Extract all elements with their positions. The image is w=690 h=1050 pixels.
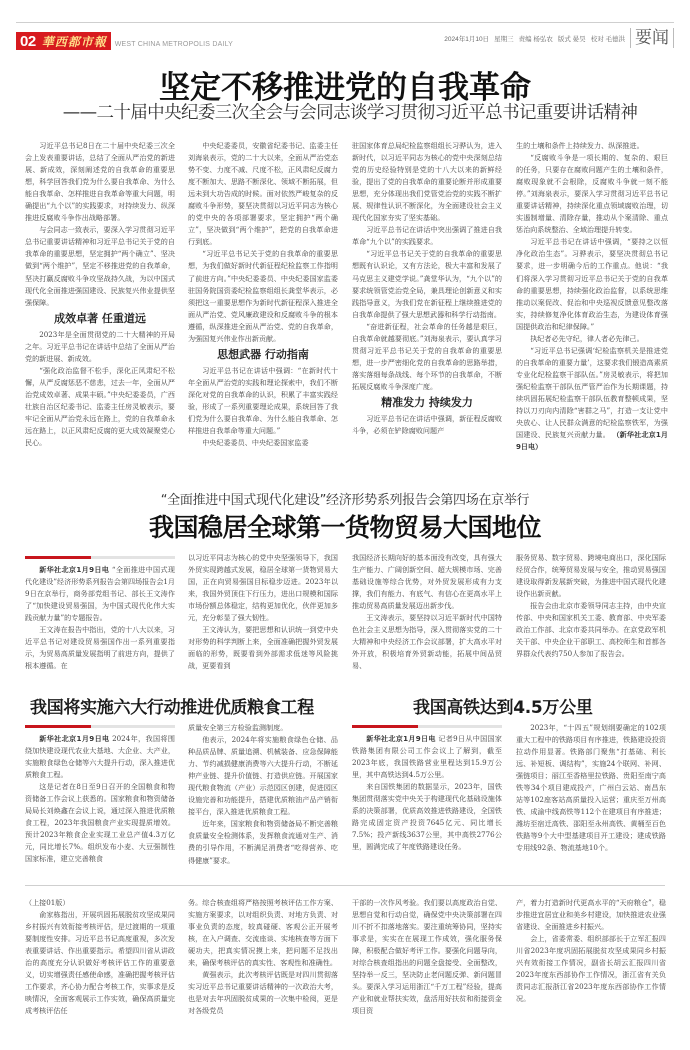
paragraph-text: “全面推进中国式现代化建设”经济形势系列报告会第四场报告会1月9日在京举行，商务部党组书记、部长王文涛作了“加快建设贸易强国，为中国式现代化伟大实践贡献力量”的专题报告。	[25, 565, 176, 623]
article1-column-3	[352, 140, 502, 437]
article4-column-1	[352, 733, 502, 853]
paragraph: 他表示，2024年将实施粮食绿色仓储、品种品质品牌、质量追溯、机械装备、应急保障能力、节约减损健康消费等六大提升行动，不断延伸产业链、提升价值链、打造供应链。开展国家现代粮食物流（产业）示范园区创建，促进园区设施完善和功能提升，搭建优质粮油产品产销衔接平台，深入推进优质粮食工程。	[188, 735, 338, 817]
paragraph: 习近平总书记在讲话中强调，“要持之以恒净化政治生态”。习骅表示，要坚决贯彻总书记要求，进一步明确今后的工作重点。他说：“我们将深入学习贯彻习近平总书记关于党的自我革命的重要思想，持续强化政治监督，以系统思维推动以案促改、促治和中央巡视反馈意见整改落实，持续修复净化体育政治生态，为建设体育强国提供政治和纪律保障。”	[516, 237, 668, 331]
article5-column-4	[516, 897, 666, 1005]
article4-accent-bar	[352, 725, 502, 728]
paragraph: 产，着力打造新时代更高水平的“天府粮仓”，稳步推进宜居宜业和美乡村建设，加快推进农业强省建设、全面推进乡村振兴。	[516, 898, 666, 932]
masthead	[16, 31, 233, 51]
article5-column-2	[188, 897, 338, 1017]
article1-subheading-3: 精准发力 持续发力	[381, 395, 473, 409]
article1-column-2	[188, 140, 338, 449]
paragraph: “习近平总书记关于党的自我革命的重要思想，为我们做好新时代新征程纪检监察工作指明了前进方向。”中央纪委委员、中央纪委国家监委驻国务院国资委纪检监察组组长龚堂华表示，必须把这一重要思想作为新时代新征程深入推进全面从严治党、党风廉政建设和反腐败斗争的根本遵循，纵深推进全面从严治党、党的自我革命，为强国复兴伟业作出新贡献。	[188, 249, 338, 343]
paragraph: 执纪者必先守纪，律人者必先律己。	[530, 333, 644, 343]
paragraph: 驻国家体育总局纪检监察组组长习骅认为，进入新时代，以习近平同志为核心的党中央深刻总结党的历史经验特别是党的十八大以来的新鲜经验，提出了党的自我革命的重要论断并形成重要思想，充分体现出我们党管党治党的实践不断扩展、规律性认识不断深化，为全面建设社会主义现代化国家夯实了坚实基础。	[352, 141, 502, 223]
paragraph: 会上，省委常委、组织部部长于立军汇报四川省2023年度巩固拓展脱贫攻坚成果同乡村振兴有效衔接工作情况，副省长胡云汇报四川省2023年度东西部协作工作情况，浙江省有关负责同志汇报浙江省2023年度东西部协作工作情况。	[516, 934, 666, 1004]
editor-credit: 责编 杨弘农	[518, 35, 553, 43]
paragraph: 习近平总书记8日在二十届中央纪委三次全会上发表重要讲话，总结了全面从严治党的新进展、新成效，深刻阐述党的自我革命的重要思想，科学回答我们党为什么要自我革命、为什么能自我革命、怎样推进自我革命等重大问题，明确提出“九个以”的实践要求，对持续发力、纵深推进反腐败斗争作出战略部署。	[25, 141, 175, 223]
paragraph: 干部的一次作风考验。我们要以高度政治自觉、思想自觉和行动自觉，确保党中央决策部署在四川不折不扣落地落实。要注重统筹协同，坚持实事求是，实实在在展现工作成效，强化服务保障，积极配合做好考评工作。要强化问题导向，对综合核查组指出的问题全盘接受、全面整改，坚持举一反三，坚决防止老问题反弹、新问题冒头。要深入学习运用浙江“千万工程”经验，提高产业和就业帮扶实效，盘活用好扶贫和衔接资金项目资	[352, 898, 502, 1016]
article1-column-1	[25, 140, 175, 449]
page-info	[439, 28, 674, 48]
paragraph-text: “习近平总书记强调‘纪检监察机关是推进党的自我革命的重要力量’，这要求我们锻造高素质专业化纪检监察干部队伍。”房灵敏表示，将把加强纪检监察干部队伍严管严治作为长期课题，持续巩固拓展纪检监察干部队伍教育整顿成果，坚持以刀刃向内清除“害群之马”，打造一支让党中央放心、让人民群众满意的纪检监察铁军，为强国建设、民族复兴贡献力量。	[516, 345, 668, 440]
paragraph: 中央纪委委员，安徽省纪委书记、监委主任刘海泉表示，党的二十大以来，全面从严治党态势不变、力度不减、尺度不松，正风肃纪反腐力度不断加大、思路不断深化、领域不断拓展，但远未到大功告成的时候。面对依然严峻复杂的反腐败斗争形势，要坚决贯彻以习近平同志为核心的党中央的各项部署要求，坚定拥护“两个确立”，坚决做到“两个维护”，把党的自我革命进行到底。	[188, 141, 338, 247]
paragraph: 2023年，“十四五”规划纲要确定的102项重大工程中的铁路项目有序推进，铁路建设投资拉动作用显著。铁路部门聚焦“打基础、利长远、补短板、调结构”，实施24个联网、补网、强链项目；丽江至香格里拉铁路、贵阳至南宁高铁等34个项目建成投产，广州白云站、南昌东站等102座客站高质量投入运营；重庆至万州高铁、成渝中线高铁等112个在建项目有序推进；潍坊至宿迁高铁、邵阳至永州高铁、黄桶至百色铁路等9个大中型基建项目开工建设；建成铁路专用线92条、物流基地10个。	[516, 723, 666, 853]
article1-byline: （新华社北京1月9日电）	[516, 430, 669, 452]
paragraph	[25, 564, 175, 624]
paragraph	[516, 345, 668, 453]
article5-column-3	[352, 897, 502, 1017]
article4-dateline: 新华社北京1月9日电	[366, 734, 436, 743]
article2-headline: 我国稳居全球第一货物贸易大国地位	[148, 513, 541, 542]
paragraph-text: 记者9日从中国国家铁路集团有限公司工作会议上了解到，截至2023年底，我国铁路营业里程达到15.9万公里，其中高铁达到4.5万公里。	[352, 734, 503, 780]
paragraph: 这是记者在8日至9日召开的全国粮食和物资储备工作会议上获悉的。国家粮食和物资储备局局长刘焕鑫在会议上说，通过深入推进优质粮食工程，2023年我国粮食产业实现提质增效。预计2023年粮食企业实现工业总产值4.3万亿元，同比增长7%。组织发布小麦、大豆强制性国家标准，建立完善粮食	[25, 782, 175, 864]
paragraph: 质量安全第三方检验监测制度。	[188, 723, 288, 732]
paragraph: 生的土壤和条件上持续发力、纵深推进。	[516, 141, 644, 150]
paragraph: “奋进新征程，社会革命的任务越是艰巨，自我革命就越要彻底。”刘海泉表示，要认真学习贯彻习近平总书记关于党的自我革命的重要思想，进一步严密细化党的自我革命的思路举措，落实落细每条战线、每个环节的自我革命，不断拓展反腐败斗争深度广度。	[352, 321, 502, 391]
paragraph: 与会同志一致表示，要深入学习贯彻习近平总书记重要讲话精神和习近平总书记关于党的自我革命的重要思想，坚定拥护“两个确立”、坚决做到“两个维护”，坚定不移推进党的自我革命，坚决打赢反腐败斗争攻坚战持久战，为以中国式现代化全面推进强国建设、民族复兴伟业提供坚强保障。	[25, 225, 175, 307]
layout-credit: 版式 晏昊	[557, 35, 586, 43]
article3-column-1	[25, 733, 175, 866]
paragraph: 俞家栋指出，开展巩固拓展脱贫攻坚成果同乡村振兴有效衔接考核评估，是过渡期的一项重要制度性安排。习近平总书记高度重视，多次发表重要讲话、作出重要指示。希望四川省从讲政治的高度充分认识做好考核评估工作的重要意义，切实增强责任感使命感，准确把握考核评估工作要求，齐心协力配合考核工作，实事求是反映情况，全面客观展示工作实效，确保高质量完成考核评估任	[25, 910, 175, 1016]
paragraph: 习近平总书记在讲话中强调，新征程反腐败斗争，必须在铲除腐败问题产	[352, 413, 502, 436]
issue-date: 2024年1月10日	[444, 35, 490, 43]
paragraph: 以习近平同志为核心的党中央坚强领导下，我国外贸实现跨越式发展，稳居全球第一货物贸易大国，正在向贸易强国目标稳步迈进。2023年以来，我国外贸顶住下行压力，进出口规模和国际市场份额总体稳定，结构更加优化，伙伴更加多元，充分彰显了强大韧性。	[188, 553, 338, 623]
article3-column-2	[188, 722, 338, 867]
article2-column-1	[25, 564, 175, 672]
article2-column-2	[188, 552, 338, 672]
paper-name-en: WEST CHINA METROPOLIS DAILY	[114, 40, 234, 48]
article4-headline: 我国高铁达到4.5万公里	[413, 698, 593, 718]
article3-accent-bar	[25, 725, 175, 728]
paragraph: “反腐败斗争是一项长期的、复杂的、艰巨的任务，只要存在腐败问题产生的土壤和条件，腐败现象就不会根除，反腐败斗争就一刻不能停。”刘海泉表示，要深入学习贯彻习近平总书记重要讲话精神，持续深化重点领域腐败治理，切实遏制增量、清除存量，推动从个案清除、重点惩治向系统整治、全域治理提升转变。	[516, 153, 668, 235]
article2-dateline: 新华社北京1月9日电	[39, 565, 110, 574]
article1-subheading-2: 思想武器 行动指南	[217, 347, 309, 361]
paragraph: 黄强表示，此次考核评估既是对四川贯彻落实习近平总书记重要讲话精神的一次政治大考，也是对去年巩固脱贫成果的一次集中检阅，更是对各级党员	[188, 970, 338, 1016]
paper-logo: 華西都市報	[41, 34, 107, 49]
paragraph: 2023年是全面贯彻党的二十大精神的开局之年。习近平总书记在讲话中总结了全面从严治党的新进展、新成效。	[25, 329, 175, 363]
continued-note: （上接01版）	[25, 898, 70, 907]
page-number: 02	[20, 32, 36, 50]
article3-headline: 我国将实施六大行动推进优质粮食工程	[30, 698, 314, 718]
paragraph: 服务贸易、数字贸易、跨境电商出口，深化国际经贸合作，统筹贸易发展与安全，推动贸易强国建设取得新发展新突破，为推进中国式现代化建设作出新贡献。	[516, 553, 666, 599]
article2-kicker: “全面推进中国式现代化建设”经济形势系列报告会第四场在京举行	[160, 493, 530, 508]
paragraph: 王文涛在报告中指出，党的十八大以来，习近平总书记对建设贸易强国作出一系列重要指示，为贸易高质量发展指明了前进方向，提供了根本遵循。在	[25, 625, 175, 671]
article3-dateline: 新华社北京1月9日电	[39, 734, 110, 743]
article1-column-4	[516, 140, 668, 453]
paragraph: 来自国铁集团的数据显示，2023年，国铁集团贯彻落实党中央关于构建现代化基础设施体系的决策部署，优质高效推进铁路建设，全国铁路完成固定资产投资7645亿元、同比增长7.5%；投产新线3637公里，其中高铁2776公里，圆满完成了年度铁路建设任务。	[352, 782, 502, 852]
weekday: 星期三	[494, 35, 514, 43]
article1-subtitle: ——二十届中央纪委三次全会与会同志谈学习贯彻习近平总书记重要讲话精神	[62, 103, 638, 123]
paragraph: 报告会由北京市委领导同志主持，由中央宣传部、中央和国家机关工委、教育部、中央军委政治工作部、北京市委共同举办。在京党政军机关干部、中央企业干部职工、高校师生和首都各界群众代表约750人参加了报告会。	[516, 601, 666, 659]
paragraph	[352, 733, 502, 781]
paragraph: 近年来，国家粮食和物资储备局不断完善粮食质量安全检测体系，发挥粮食流通对生产、消费的引导作用，不断满足消费者“吃得营养、吃得健康”要求。	[188, 819, 338, 865]
paragraph	[25, 733, 175, 781]
article1-headline: 坚定不移推进党的自我革命	[159, 70, 531, 106]
paragraph: “强化政治监督不松手，深化正风肃纪不松懈，从严反腐惩恶不慈悲，过去一年，全面从严治党成效卓著、成果丰硕。”中央纪委委员，广西壮族自治区纪委书记、监委主任房灵敏表示，要牢记全面从严治党永远在路上，党的自我革命永远在路上，以正风肃纪反腐的更大成效凝聚党心民心。	[25, 365, 175, 448]
paragraph: 习近平总书记在讲话中强调：“在新时代十年全面从严治党的实践和理论探索中，我们不断深化对党的自我革命的认识，积累了丰富实践经验，形成了一系列重要理论成果，系统回答了我们党为什么要自我革命、为什么能自我革命、怎样推进自我革命等重大问题。”	[188, 365, 338, 436]
article4-column-2	[516, 722, 666, 855]
paragraph: 王文涛表示，要坚持以习近平新时代中国特色社会主义思想为指导，深入贯彻落实党的二十大精神和中央经济工作会议部署，扩大高水平对外开放，积极培育外贸新动能，拓展中间品贸易、	[352, 613, 502, 671]
top-rule	[16, 22, 674, 23]
proofread-credit: 校对 毛德洪	[590, 35, 625, 43]
paragraph: 务。综合核查组将严格按照考核评估工作方案、实施方案要求，以对组织负责、对地方负责、对事业负责的态度，较真碰硬、客观公正开展考核，在入户调查、交流座谈、实地核查等方面下硬功夫，把真实情况摸上来，把问题不足找出来，确保考核评估的真实性、客观性和准确性。	[188, 898, 338, 968]
article2-column-3	[352, 552, 502, 672]
article1-subheading-1: 成效卓著 任重道远	[54, 311, 146, 325]
paragraph-text: 2024年，我国将围绕加快建设现代农业大基地、大企业、大产业，实施粮食绿色仓储等六大提升行动，深入推进优质粮食工程。	[25, 734, 175, 780]
section-label: 要闻	[630, 28, 674, 48]
paragraph: “习近平总书记关于党的自我革命的重要思想既有认识论，又有方法论，极大丰富和发展了马克思主义建党学说。”龚堂华认为，“九个以”的要求统领管党治党全局，兼具理论创新意义和实践指导意义，为我们党在新征程上继续推进党的自我革命提供了强大思想武器和科学行动指南。	[352, 249, 502, 319]
article5-column-1	[25, 897, 175, 1017]
paragraph: 中央纪委委员、中央纪委国家监委	[202, 438, 309, 448]
article2-accent-bar	[25, 556, 175, 559]
paragraph: 习近平总书记在讲话中突出强调了推进自我革命“九个以”的实践要求。	[352, 225, 502, 247]
paragraph: 我国经济长期向好的基本面没有改变，具有强大生产能力、广阔创新空间、超大规模市场、完善基础设施等综合优势，对外贸发展形成有力支撑，我们有能力、有底气、有信心在更高水平上推动贸易高质量发展迈出新步伐。	[352, 553, 502, 611]
section-divider	[25, 885, 665, 886]
paragraph: 王文涛认为，要把思想和认识统一到党中央对形势的科学判断上来，全面准确把握外贸发展面临的形势，既要看到外部需求低迷等风险挑战，更要看到	[188, 625, 338, 671]
article2-column-4	[516, 552, 666, 660]
masthead-logo-box	[16, 32, 111, 50]
